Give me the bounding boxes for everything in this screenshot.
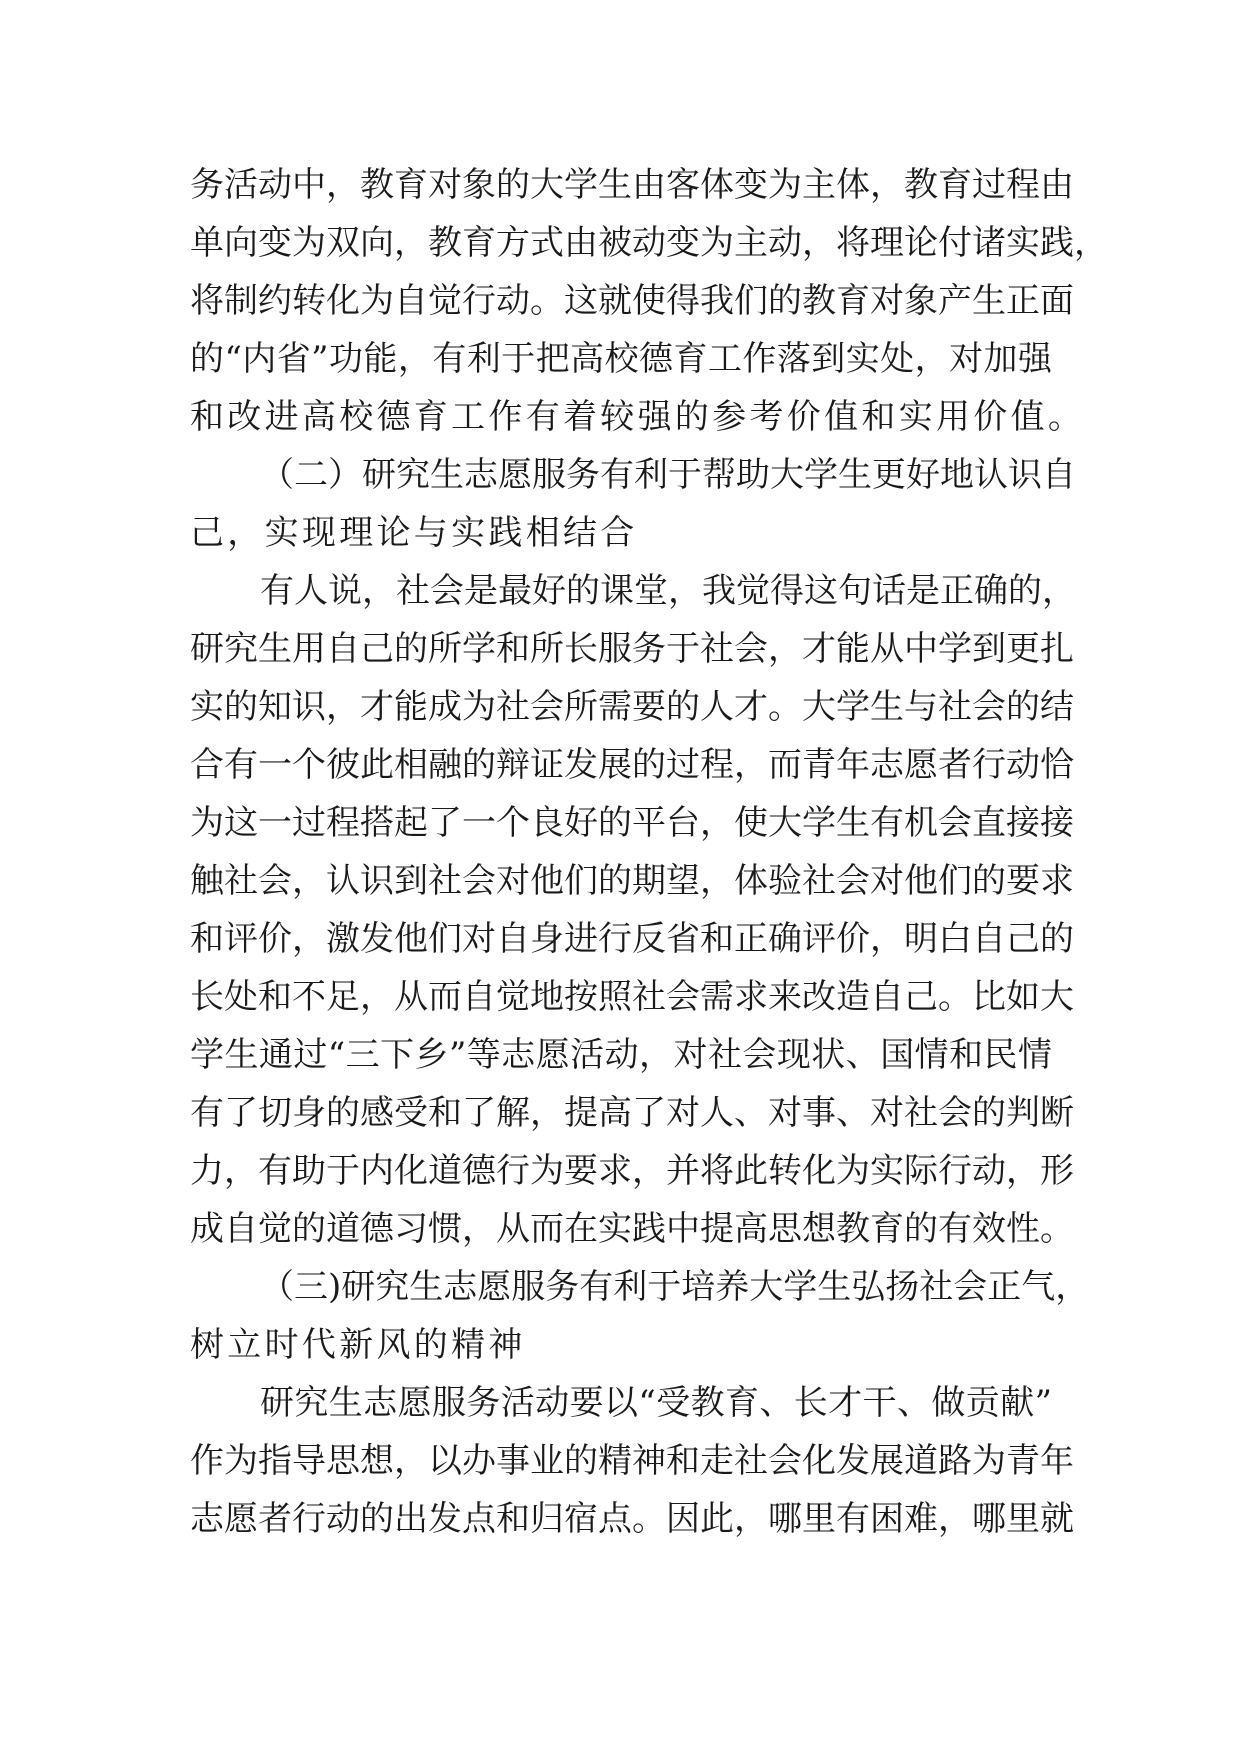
text-line: 合有一个彼此相融的辩证发展的过程，而青年志愿者行动恰 bbox=[190, 745, 1074, 785]
text-line: 务活动中，教育对象的大学生由客体变为主体，教育过程由 bbox=[190, 165, 1074, 205]
document-page bbox=[190, 156, 1108, 1548]
text-line: 有人说，社会是最好的课堂，我觉得这句话是正确的， bbox=[260, 571, 1076, 611]
text-line: 志愿者行动的出发点和归宿点。因此，哪里有困难，哪里就 bbox=[190, 1499, 1074, 1539]
text-line: 将制约转化为自觉行动。这就使得我们的教育对象产生正面 bbox=[190, 281, 1074, 321]
text-line: 单向变为双向，教育方式由被动变为主动，将理论付诸实践， bbox=[190, 223, 1108, 263]
section-heading-line: 己，实现理论与实践相结合 bbox=[190, 513, 638, 553]
text-line: 和评价，激发他们对自身进行反省和正确评价，明白自己的 bbox=[190, 919, 1074, 959]
section-heading-line: （二）研究生志愿服务有利于帮助大学生更好地认识自 bbox=[260, 455, 1076, 495]
text-line: 成自觉的道德习惯，从而在实践中提高思想教育的有效性。 bbox=[190, 1209, 1074, 1249]
text-line: 作为指导思想，以办事业的精神和走社会化发展道路为青年 bbox=[190, 1441, 1074, 1481]
text-line: 研究生志愿服务活动要以“受教育、长才干、做贡献” bbox=[260, 1383, 1052, 1423]
section-heading-line: （三)研究生志愿服务有利于培养大学生弘扬社会正气， bbox=[260, 1267, 1090, 1307]
text-line: 实的知识，才能成为社会所需要的人才。大学生与社会的结 bbox=[190, 687, 1074, 727]
text-line: 长处和不足，从而自觉地按照社会需求来改造自己。比如大 bbox=[190, 977, 1074, 1017]
text-line: 研究生用自己的所学和所长服务于社会，才能从中学到更扎 bbox=[190, 629, 1074, 669]
section-heading-line: 树立时代新风的精神 bbox=[190, 1325, 526, 1365]
text-line: 为这一过程搭起了一个良好的平台，使大学生有机会直接接 bbox=[190, 803, 1074, 843]
text-line: 力，有助于内化道德行为要求，并将此转化为实际行动，形 bbox=[190, 1151, 1074, 1191]
text-line: 有了切身的感受和了解，提高了对人、对事、对社会的判断 bbox=[190, 1093, 1074, 1133]
text-line: 的“内省”功能，有利于把高校德育工作落到实处，对加强 bbox=[190, 339, 1052, 379]
text-line: 学生通过“三下乡”等志愿活动，对社会现状、国情和民情 bbox=[190, 1035, 1052, 1075]
text-line: 和改进高校德育工作有着较强的参考价值和实用价值。 bbox=[190, 397, 1086, 437]
text-line: 触社会，认识到社会对他们的期望，体验社会对他们的要求 bbox=[190, 861, 1074, 901]
